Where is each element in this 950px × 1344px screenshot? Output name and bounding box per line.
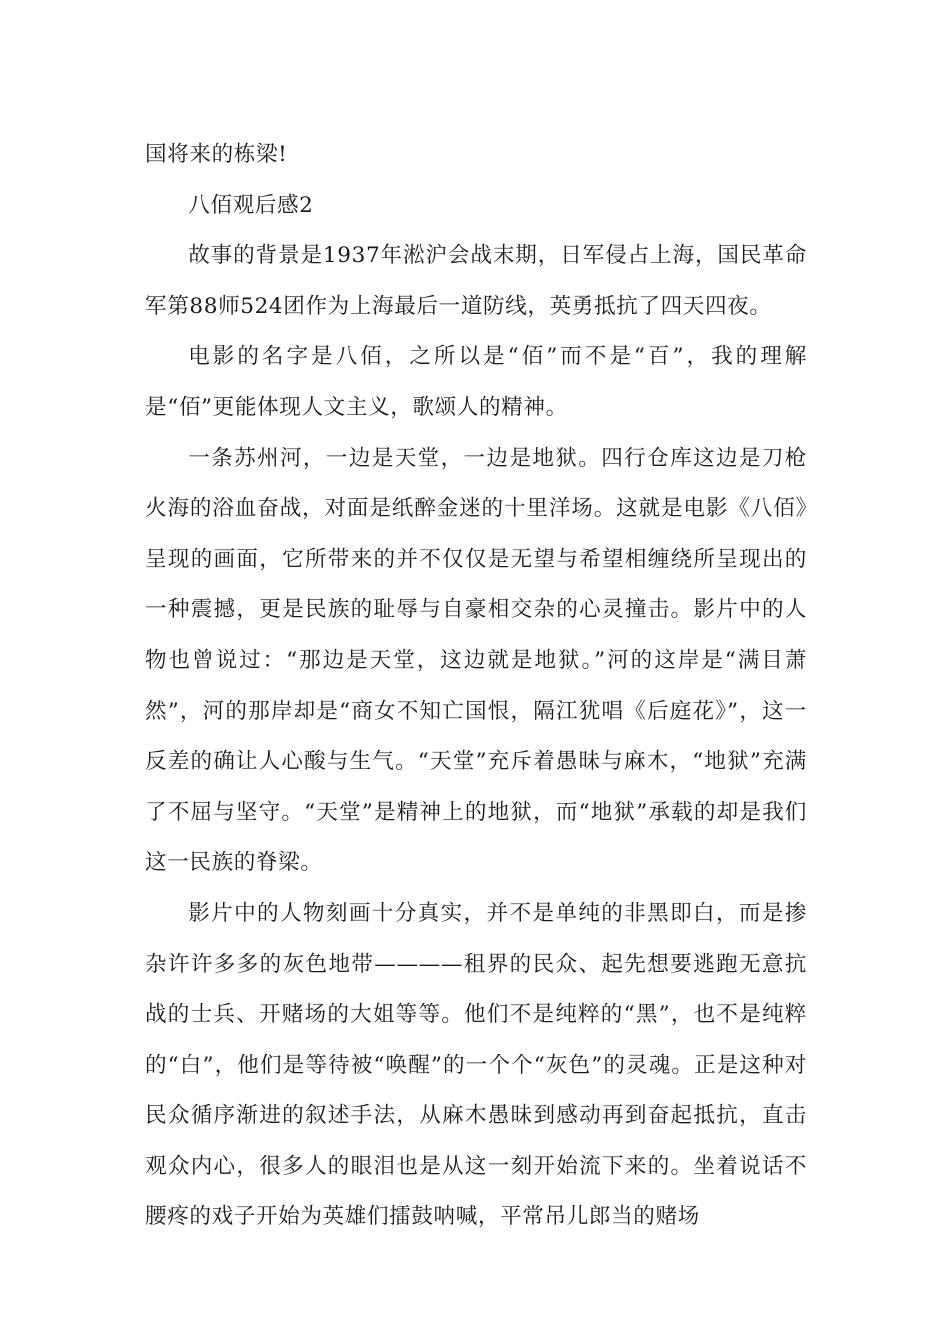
- paragraph-characters: 影片中的人物刻画十分真实，并不是单纯的非黑即白，而是掺杂许许多多的灰色地带————租界的民众、起先想要逃跑无意抗战的士兵、开赌场的大姐等等。他们不是纯粹的“黑”，也不是纯粹的“白”，他们是等待被“唤醒”的一个个“灰色”的灵魂。正是这种对民众循序渐进的叙述手法，从麻木愚昧到感动再到奋起抵抗，直击观众内心，很多人的眼泪也是从这一刻开始流下来的。坐着说话不腰疼的戏子开始为英雄们擂鼓呐喊，平常吊儿郎当的赌场: [145, 900, 807, 1230]
- body-text: [145, 130, 807, 1243]
- paragraph-title-meaning: 电影的名字是八佰，之所以是“佰”而不是“百”，我的理解是“佰”更能体现人文主义，歌颂人的精神。: [145, 344, 807, 420]
- paragraph-continuation: 国将来的栋梁!: [145, 142, 288, 167]
- section-heading: 八佰观后感2: [188, 192, 314, 218]
- paragraph-suzhou-river: 一条苏州河，一边是天堂，一边是地狱。四行仓库这边是刀枪火海的浴血奋战，对面是纸醉金迷的十里洋场。这就是电影《八佰》呈现的画面，它所带来的并不仅仅是无望与希望相缠绕所呈现出的一种震撼，更是民族的耻辱与自豪相交杂的心灵撞击。影片中的人物也曾说过：“那边是天堂，这边就是地狱。”河的这岸是“满目萧然”，河的那岸却是“商女不知亡国恨，隔江犹唱《后庭花》”，这一反差的确让人心酸与生气。“天堂”充斥着愚昧与麻木，“地狱”充满了不屈与坚守。“天堂”是精神上的地狱，而“地狱”承载的却是我们这一民族的脊梁。: [145, 445, 807, 876]
- paragraph-background: 故事的背景是1937年淞沪会战末期，日军侵占上海，国民革命军第88师524团作为上海最后一道防线，英勇抵抗了四天四夜。: [145, 243, 807, 319]
